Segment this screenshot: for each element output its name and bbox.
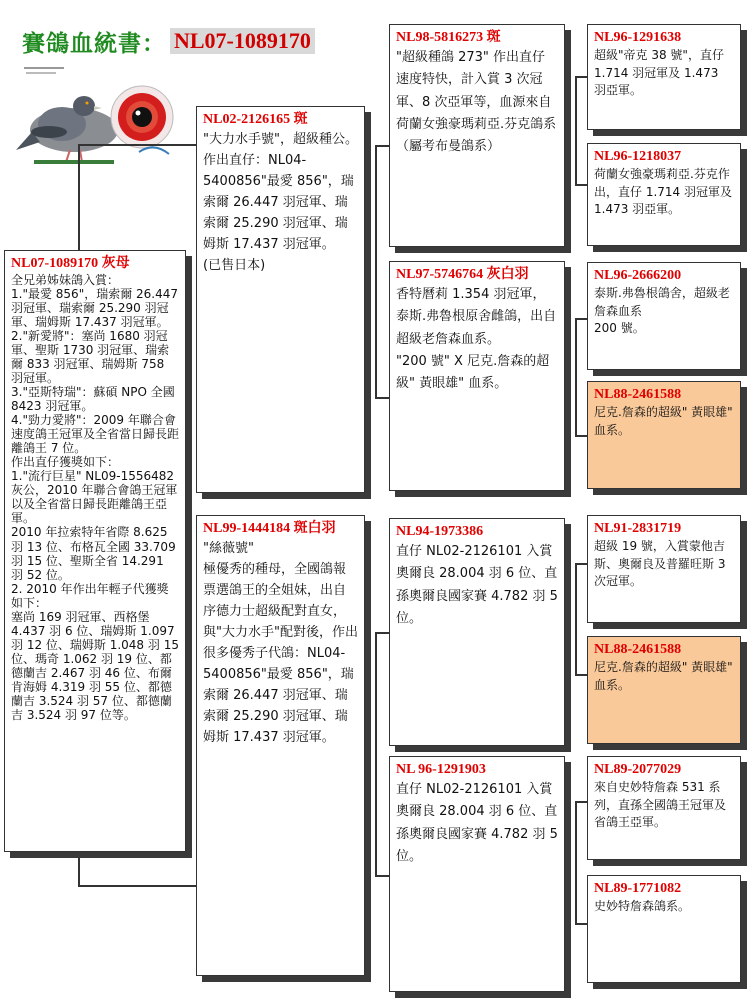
connector bbox=[375, 145, 377, 398]
connector bbox=[375, 397, 389, 399]
pigeon-photo bbox=[14, 62, 179, 170]
connector bbox=[575, 76, 587, 78]
connector bbox=[375, 145, 389, 147]
ggp-description: 荷蘭女強豪瑪莉亞.芬克作出，直仔 1.714 羽冠軍及 1.473 羽亞軍。 bbox=[594, 166, 732, 217]
ggp-card-7 bbox=[587, 756, 741, 860]
sire-dam-ring-number: NL97-5746764 灰白羽 bbox=[396, 267, 529, 282]
dam-description: "絲薇號" 極優秀的種母，全國鴿報票選鴿王的全姐妹，出自序德力士超級配對直女，與"大力水手"配對後，作出很多優秀子代鴿：NL04-5400856"最愛 856"，瑞索爾 26.447 羽冠軍、瑞索爾 25.290 羽冠軍、瑞姆斯 17.437 羽冠軍。 bbox=[203, 540, 358, 746]
pigeon-illustration bbox=[14, 62, 179, 170]
pedigree-title bbox=[22, 26, 315, 56]
ggp-card-2 bbox=[587, 143, 741, 246]
ggp-card-8 bbox=[587, 875, 741, 983]
connector bbox=[78, 144, 80, 250]
connector bbox=[78, 852, 80, 886]
connector bbox=[375, 632, 389, 634]
title-label: 賽鴿血統書： bbox=[22, 30, 166, 57]
sire-sire-description: "超級種鴿 273" 作出直仔速度特快，計入賞 3 次冠軍、8 次亞軍等，血源來自荷蘭女強豪瑪莉亞.芬克鴿系 （屬考布曼鴿系） bbox=[396, 49, 557, 155]
ggp-ring-number: NL91-2831719 bbox=[594, 521, 682, 536]
ggp-ring-number: NL88-2461588 bbox=[594, 387, 682, 402]
connector bbox=[78, 885, 196, 887]
dam-card bbox=[196, 515, 365, 976]
dam-dam-ring-number: NL 96-1291903 bbox=[396, 762, 486, 777]
ggp-description: 史妙特詹森鴿系。 bbox=[594, 898, 691, 913]
ggp-description: 尼克.詹森的超級" 黃眼雄" 血系。 bbox=[594, 659, 733, 692]
ggp-card-5 bbox=[587, 515, 741, 623]
sire-dam-card bbox=[389, 261, 565, 491]
dam-dam-description: 直仔 NL02-2126101 入賞奧爾良 28.004 羽 6 位、直孫奧爾良國家賽 4.782 羽 5 位。 bbox=[396, 781, 558, 864]
connector bbox=[575, 674, 587, 676]
subject-description: 全兄弟姊妹鴿入賞： 1."最愛 856"，瑞索爾 26.447 羽冠軍、瑞索爾 25.290 羽冠軍、瑞姆斯 17.437 羽冠軍。 2."新愛將"：塞尚 1680 羽冠軍、聖斯 1730 羽冠軍、瑞索爾 833 羽冠軍、瑞姆斯 758 羽冠軍。 3."亞斯特瑞"：蘇碩 NPO 全國 8423 羽冠軍。 4."勁力愛將"：2009 年聯合會速度鴿王冠軍及全省當日歸長距離鴿王 7 位。 作出直仔獲獎如下： 1."流行巨星" NL09-1556482 灰公，2010 年聯合會鴿王冠軍以及全省當日歸長距離鴿王亞軍。 2010 年拉索特年省際 8.625 羽 13 位、布格瓦全國 33.709 羽 15 位、聖斯全省 14.291 羽 52 位。 2. 2010 年作出年輕子代獲獎如下： 塞尚 169 羽冠軍、西格堡 4.437 羽 6 位、瑞姆斯 1.097 羽 12 位、瑞姆斯 1.048 羽 15 位、瑪奇 1.062 羽 19 位、都德蘭吉 2.467 羽 46 位、布爾肯海姆 4.319 羽 55 位、都德蘭吉 3.524 羽 57 位、都德蘭吉 3.524 羽 97 位等。 bbox=[11, 272, 180, 722]
subject-ring-number: NL07-1089170 灰母 bbox=[11, 256, 130, 271]
sire-card bbox=[196, 106, 365, 493]
sire-ring-number: NL02-2126165 斑 bbox=[203, 112, 308, 127]
connector bbox=[575, 801, 577, 924]
dam-ring-number: NL99-1444184 斑白羽 bbox=[203, 521, 336, 536]
ggp-description: 來自史妙特詹森 531 系列，直孫全國鴿王冠軍及省鴿王亞軍。 bbox=[594, 779, 727, 830]
ggp-card-6-highlighted bbox=[587, 636, 741, 744]
sire-sire-card bbox=[389, 24, 565, 247]
subject-card bbox=[4, 250, 186, 852]
ggp-ring-number: NL96-2666200 bbox=[594, 268, 682, 283]
connector bbox=[575, 923, 587, 925]
connector bbox=[78, 144, 196, 146]
dam-sire-card bbox=[389, 518, 565, 746]
ggp-card-3 bbox=[587, 262, 741, 370]
ggp-card-4-highlighted bbox=[587, 381, 741, 489]
ggp-ring-number: NL89-1771082 bbox=[594, 881, 682, 896]
dam-sire-description: 直仔 NL02-2126101 入賞奧爾良 28.004 羽 6 位、直孫奧爾良國家賽 4.782 羽 5 位。 bbox=[396, 543, 558, 626]
connector bbox=[575, 563, 577, 675]
connector bbox=[575, 318, 577, 436]
connector bbox=[575, 318, 587, 320]
ggp-description: 泰斯.弗魯根鴿舍，超級老詹森血系 200 號。 bbox=[594, 285, 730, 336]
ggp-description: 超級"帝克 38 號"，直仔 1.714 羽冠軍及 1.473 羽亞軍。 bbox=[594, 47, 724, 98]
ggp-ring-number: NL89-2077029 bbox=[594, 762, 682, 777]
connector bbox=[575, 563, 587, 565]
ggp-ring-number: NL96-1291638 bbox=[594, 30, 682, 45]
connector bbox=[575, 801, 587, 803]
connector bbox=[575, 76, 577, 185]
sire-description: "大力水手號"，超級種公。作出直仔：NL04-5400856"最愛 856"，瑞索爾 26.447 羽冠軍、瑞索爾 25.290 羽冠軍、瑞姆斯 17.437 羽冠軍。 (已售日本) bbox=[203, 131, 358, 274]
sire-dam-description: 香特曆莉 1.354 羽冠軍，泰斯.弗魯根原舍雌鴿，出自超級老詹森血系。 "200 號" X 尼克.詹森的超級" 黃眼雄" 血系。 bbox=[396, 286, 557, 392]
connector bbox=[375, 632, 377, 876]
ggp-description: 超級 19 號，入賞蒙他吉斯、奧爾良及普羅旺斯 3 次冠軍。 bbox=[594, 538, 726, 589]
ggp-card-1 bbox=[587, 24, 741, 130]
ggp-ring-number: NL88-2461588 bbox=[594, 642, 682, 657]
connector bbox=[575, 435, 587, 437]
dam-sire-ring-number: NL94-1973386 bbox=[396, 524, 484, 539]
connector bbox=[375, 875, 389, 877]
ggp-description: 尼克.詹森的超級" 黃眼雄" 血系。 bbox=[594, 404, 733, 437]
connector bbox=[575, 184, 587, 186]
title-ring-number: NL07-1089170 bbox=[170, 28, 315, 54]
sire-sire-ring-number: NL98-5816273 斑 bbox=[396, 30, 501, 45]
ggp-ring-number: NL96-1218037 bbox=[594, 149, 682, 164]
dam-dam-card bbox=[389, 756, 565, 992]
